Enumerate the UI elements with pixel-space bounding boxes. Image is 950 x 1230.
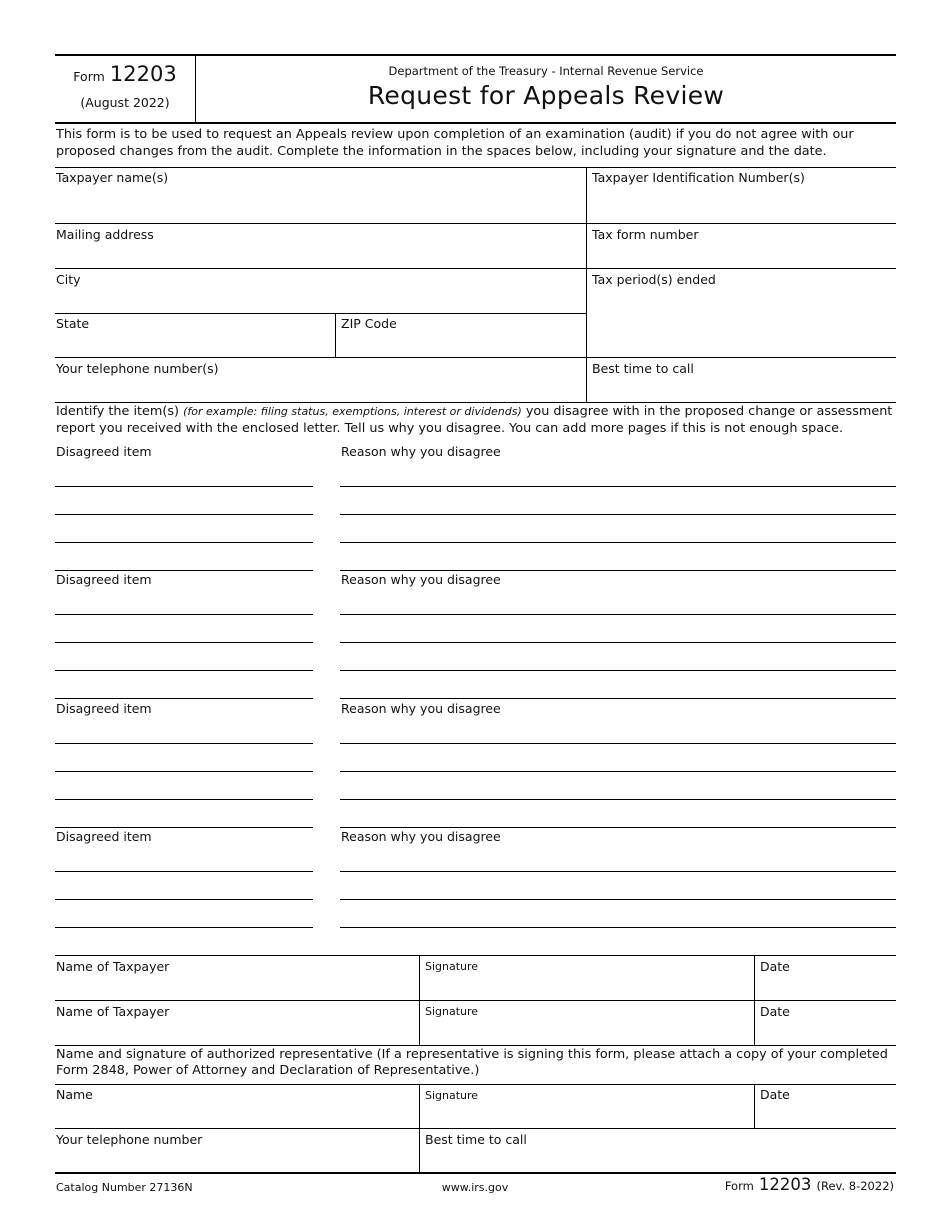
grid-line bbox=[754, 955, 755, 1045]
date-input[interactable] bbox=[758, 1022, 894, 1043]
mailing-address-label: Mailing address bbox=[56, 227, 154, 242]
reason-line[interactable] bbox=[341, 751, 895, 771]
reason-line[interactable] bbox=[341, 650, 895, 670]
disagreed-item-line[interactable] bbox=[56, 594, 312, 614]
grid-line bbox=[55, 313, 586, 314]
form-title: Request for Appeals Review bbox=[367, 81, 725, 110]
signature-label: Signature bbox=[425, 960, 479, 973]
item-rule bbox=[55, 927, 313, 928]
reason-label: Reason why you disagree bbox=[341, 572, 501, 587]
item-rule bbox=[55, 486, 313, 487]
reason-rule bbox=[340, 542, 896, 543]
footer-form-id bbox=[725, 1175, 894, 1194]
telephone-label: Your telephone number(s) bbox=[56, 361, 219, 376]
disagreed-item-line[interactable] bbox=[56, 494, 312, 514]
reason-line[interactable] bbox=[341, 594, 895, 614]
disagreed-item-label: Disagreed item bbox=[56, 444, 152, 459]
item-rule bbox=[55, 899, 313, 900]
reason-rule bbox=[340, 899, 896, 900]
top-rule bbox=[55, 54, 896, 56]
representative-signature-label: Signature bbox=[425, 1089, 479, 1102]
disagreed-item-line[interactable] bbox=[56, 522, 312, 542]
grid-line bbox=[55, 357, 896, 358]
reason-rule bbox=[340, 927, 896, 928]
item-rule bbox=[55, 514, 313, 515]
tax-period-input[interactable] bbox=[590, 292, 894, 354]
reason-line[interactable] bbox=[341, 678, 895, 698]
reason-line[interactable] bbox=[341, 466, 895, 486]
item-rule bbox=[55, 542, 313, 543]
item-rule bbox=[55, 614, 313, 615]
signature-label: Signature bbox=[425, 1005, 479, 1018]
reason-rule bbox=[340, 799, 896, 800]
representative-instructions: Name and signature of authorized representative (If a representative is signing this form, please attach a copy of your completed Form 2848, Power of Attorney and Declaration of Representative.) bbox=[56, 1047, 888, 1078]
city-label: City bbox=[56, 272, 81, 287]
disagreed-item-label: Disagreed item bbox=[56, 701, 152, 716]
footer-rule bbox=[55, 1172, 896, 1174]
form-id bbox=[55, 62, 195, 86]
tax-form-number-input[interactable] bbox=[590, 245, 894, 266]
reason-rule bbox=[340, 642, 896, 643]
grid-line bbox=[586, 167, 587, 402]
reason-rule bbox=[340, 698, 896, 699]
best-time-input[interactable] bbox=[590, 379, 894, 400]
representative-date-label: Date bbox=[760, 1087, 790, 1102]
disagreed-item-line[interactable] bbox=[56, 879, 312, 899]
representative-phone-input[interactable] bbox=[56, 1150, 416, 1170]
state-label: State bbox=[56, 316, 90, 331]
grid-line bbox=[55, 1128, 896, 1129]
identify-example: (for example: filing status, exemptions, interest or dividends) bbox=[183, 405, 522, 418]
taxpayer-name-input[interactable] bbox=[56, 977, 416, 998]
header-bottom-rule bbox=[55, 122, 896, 124]
disagreed-item-line[interactable] bbox=[56, 779, 312, 799]
zip-code-label: ZIP Code bbox=[341, 316, 397, 331]
reason-line[interactable] bbox=[341, 550, 895, 570]
reason-line[interactable] bbox=[341, 723, 895, 743]
identify-instructions bbox=[56, 404, 896, 437]
disagreed-item-line[interactable] bbox=[56, 650, 312, 670]
city-input[interactable] bbox=[56, 290, 582, 311]
reason-line[interactable] bbox=[341, 522, 895, 542]
reason-rule bbox=[340, 514, 896, 515]
disagreed-item-label: Disagreed item bbox=[56, 829, 152, 844]
item-rule bbox=[55, 799, 313, 800]
telephone-input[interactable] bbox=[56, 379, 582, 400]
taxpayer-name-input[interactable] bbox=[56, 1022, 416, 1043]
catalog-number: Catalog Number 27136N bbox=[56, 1181, 193, 1194]
reason-rule bbox=[340, 743, 896, 744]
taxpayer-name-label: Name of Taxpayer bbox=[56, 1004, 170, 1019]
agency-name: Department of the Treasury - Internal Revenue Service bbox=[388, 64, 704, 78]
intro-text: This form is to be used to request an Appeals review upon completion of an examination (audit) if you do not agree with our proposed changes from the audit. Complete the information in the spaces below, including your signature and the date. bbox=[56, 127, 854, 159]
reason-rule bbox=[340, 771, 896, 772]
signature-input[interactable] bbox=[423, 1022, 751, 1043]
identify-text-start: Identify the item(s) bbox=[56, 404, 184, 419]
item-rule bbox=[55, 570, 313, 571]
disagreed-item-line[interactable] bbox=[56, 466, 312, 486]
tin-label: Taxpayer Identification Number(s) bbox=[592, 170, 805, 185]
grid-line bbox=[419, 1084, 420, 1172]
reason-label: Reason why you disagree bbox=[341, 444, 501, 459]
reason-rule bbox=[340, 614, 896, 615]
date-input[interactable] bbox=[758, 977, 894, 998]
reason-rule bbox=[340, 827, 896, 828]
reason-rule bbox=[340, 570, 896, 571]
reason-line[interactable] bbox=[341, 494, 895, 514]
grid-line bbox=[754, 1084, 755, 1128]
representative-phone-label: Your telephone number bbox=[56, 1132, 203, 1147]
date-label: Date bbox=[760, 959, 790, 974]
tax-period-label: Tax period(s) ended bbox=[592, 272, 716, 287]
reason-label: Reason why you disagree bbox=[341, 701, 501, 716]
grid-line bbox=[55, 955, 896, 956]
reason-rule bbox=[340, 486, 896, 487]
reason-line[interactable] bbox=[341, 851, 895, 871]
item-rule bbox=[55, 871, 313, 872]
mailing-address-input[interactable] bbox=[56, 245, 582, 266]
form-edition: (August 2022) bbox=[80, 95, 170, 110]
form-prefix: Form bbox=[73, 69, 105, 84]
footer-revision: (Rev. 8-2022) bbox=[816, 1179, 894, 1193]
item-rule bbox=[55, 743, 313, 744]
item-rule bbox=[55, 771, 313, 772]
taxpayer-name-label: Name of Taxpayer bbox=[56, 959, 170, 974]
disagreed-item-line[interactable] bbox=[56, 622, 312, 642]
item-rule bbox=[55, 670, 313, 671]
grid-line bbox=[55, 1000, 896, 1001]
item-rule bbox=[55, 827, 313, 828]
identify-text-end: you disagree with in the proposed change or assessment report you received with the enclosed letter. Tell us why you disagree. You can add more pages if this is not enough space. bbox=[56, 404, 893, 436]
representative-date-input[interactable] bbox=[758, 1105, 894, 1126]
grid-line bbox=[55, 1084, 896, 1085]
reason-rule bbox=[340, 871, 896, 872]
reason-line[interactable] bbox=[341, 807, 895, 827]
reason-line[interactable] bbox=[341, 622, 895, 642]
tax-form-number-label: Tax form number bbox=[592, 227, 699, 242]
footer-form-number: 12203 bbox=[758, 1175, 812, 1194]
disagreed-item-label: Disagreed item bbox=[56, 572, 152, 587]
best-time-label: Best time to call bbox=[592, 361, 694, 376]
reason-line[interactable] bbox=[341, 879, 895, 899]
reason-line[interactable] bbox=[341, 779, 895, 799]
representative-best-time-input[interactable] bbox=[423, 1150, 894, 1170]
taxpayer-name-label: Taxpayer name(s) bbox=[56, 170, 169, 185]
state-input[interactable] bbox=[56, 334, 332, 355]
grid-line bbox=[55, 223, 896, 224]
grid-line bbox=[55, 167, 896, 168]
item-rule bbox=[55, 698, 313, 699]
representative-name-input[interactable] bbox=[56, 1105, 416, 1126]
zip-code-input[interactable] bbox=[339, 334, 583, 355]
grid-line bbox=[335, 313, 336, 357]
grid-line bbox=[55, 402, 896, 403]
grid-line bbox=[419, 955, 420, 1045]
reason-line[interactable] bbox=[341, 907, 895, 927]
tin-input[interactable] bbox=[590, 192, 894, 220]
disagreed-item-line[interactable] bbox=[56, 723, 312, 743]
footer-form-prefix: Form bbox=[724, 1179, 754, 1193]
reason-rule bbox=[340, 670, 896, 671]
disagreed-item-line[interactable] bbox=[56, 851, 312, 871]
disagreed-item-line[interactable] bbox=[56, 907, 312, 927]
date-label: Date bbox=[760, 1004, 790, 1019]
representative-name-label: Name bbox=[56, 1087, 93, 1102]
taxpayer-name-input[interactable] bbox=[56, 192, 582, 220]
reason-label: Reason why you disagree bbox=[341, 829, 501, 844]
representative-signature-input[interactable] bbox=[423, 1105, 751, 1126]
form-number: 12203 bbox=[109, 62, 177, 86]
disagreed-item-line[interactable] bbox=[56, 751, 312, 771]
irs-website: www.irs.gov bbox=[441, 1181, 509, 1194]
item-rule bbox=[55, 642, 313, 643]
grid-line bbox=[55, 1045, 896, 1046]
signature-input[interactable] bbox=[423, 977, 751, 998]
grid-line bbox=[55, 268, 896, 269]
representative-best-time-label: Best time to call bbox=[425, 1132, 527, 1147]
